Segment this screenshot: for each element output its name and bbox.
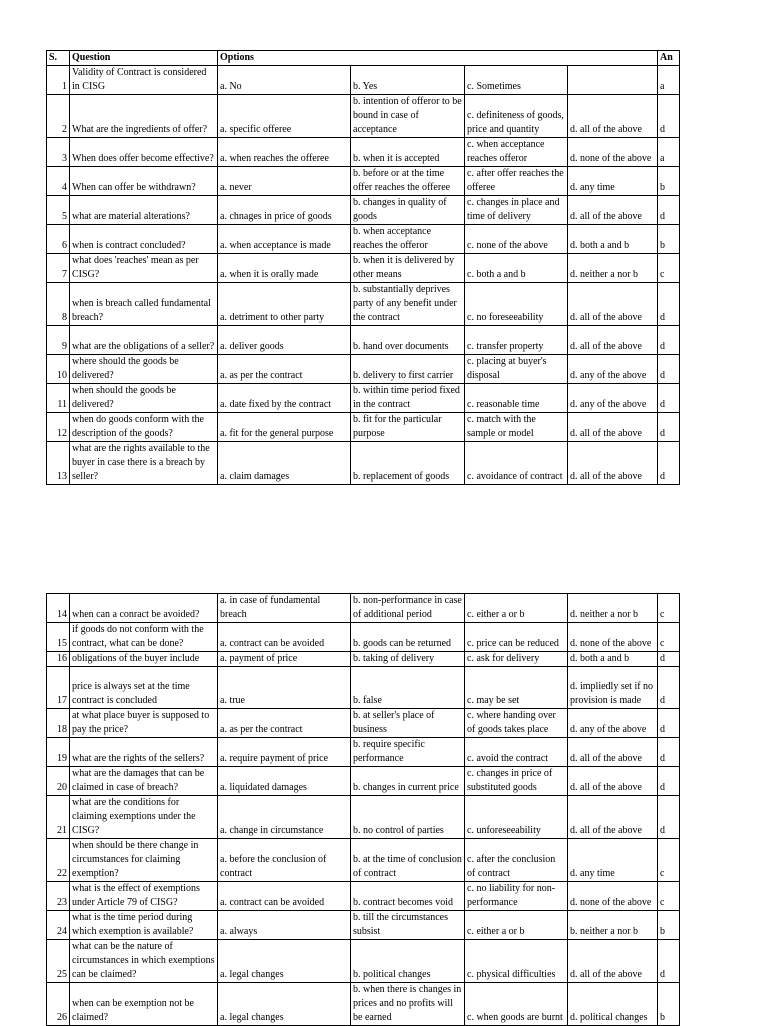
- question-text: when do goods conform with the description of the goods?: [70, 413, 218, 442]
- table-row: [47, 442, 680, 485]
- option-b: b. goods can be returned: [351, 623, 465, 652]
- table-row: [47, 882, 680, 911]
- table-row: [47, 283, 680, 326]
- option-a: a. as per the contract: [218, 355, 351, 384]
- answer-key: a: [658, 66, 680, 95]
- option-a: a. always: [218, 911, 351, 940]
- option-a: a. fit for the general purpose: [218, 413, 351, 442]
- option-a: a. specific offeree: [218, 95, 351, 138]
- question-text: at what place buyer is supposed to pay the price?: [70, 709, 218, 738]
- header-question: Question: [70, 51, 218, 66]
- option-c: c. changes in price of substituted goods: [465, 767, 568, 796]
- question-number: 8: [47, 283, 70, 326]
- table-row: [47, 384, 680, 413]
- option-c: c. both a and b: [465, 254, 568, 283]
- answer-key: b: [658, 983, 680, 1026]
- option-c: c. may be set: [465, 667, 568, 709]
- header-answer: An: [658, 51, 680, 66]
- option-b: b. at the time of conclusion of contract: [351, 839, 465, 882]
- question-number: 13: [47, 442, 70, 485]
- answer-key: d: [658, 738, 680, 767]
- question-text: When does offer become effective?: [70, 138, 218, 167]
- option-b: b. before or at the time offer reaches the offeree: [351, 167, 465, 196]
- option-d: d. all of the above: [568, 413, 658, 442]
- answer-key: c: [658, 594, 680, 623]
- table-row: [47, 355, 680, 384]
- quiz-table-part-1: [46, 50, 680, 485]
- option-d: d. both a and b: [568, 225, 658, 254]
- table-row: [47, 95, 680, 138]
- question-text: when should be there change in circumstances for claiming exemption?: [70, 839, 218, 882]
- table-body-part-2: [47, 594, 680, 1026]
- question-number: 1: [47, 66, 70, 95]
- question-text: where should the goods be delivered?: [70, 355, 218, 384]
- option-a: a. deliver goods: [218, 326, 351, 355]
- option-d: d. all of the above: [568, 95, 658, 138]
- option-a: a. before the conclusion of contract: [218, 839, 351, 882]
- table-row: [47, 225, 680, 254]
- question-text: if goods do not conform with the contract, what can be done?: [70, 623, 218, 652]
- table-row: [47, 254, 680, 283]
- option-c: c. none of the above: [465, 225, 568, 254]
- option-d: d. any of the above: [568, 384, 658, 413]
- quiz-table-part-2: [46, 593, 680, 1026]
- question-text: price is always set at the time contract is concluded: [70, 667, 218, 709]
- question-number: 16: [47, 652, 70, 667]
- option-d: b. neither a nor b: [568, 911, 658, 940]
- option-d: d. all of the above: [568, 196, 658, 225]
- answer-key: d: [658, 652, 680, 667]
- option-a: a. liquidated damages: [218, 767, 351, 796]
- option-d: d. all of the above: [568, 283, 658, 326]
- option-b: b. at seller's place of business: [351, 709, 465, 738]
- option-d: [568, 66, 658, 95]
- answer-key: b: [658, 225, 680, 254]
- answer-key: d: [658, 667, 680, 709]
- option-c: c. when acceptance reaches offeror: [465, 138, 568, 167]
- question-text: when can be exemption not be claimed?: [70, 983, 218, 1026]
- answer-key: d: [658, 283, 680, 326]
- question-number: 24: [47, 911, 70, 940]
- question-number: 26: [47, 983, 70, 1026]
- question-text: what is the time period during which exemption is available?: [70, 911, 218, 940]
- answer-key: d: [658, 196, 680, 225]
- option-d: d. any of the above: [568, 709, 658, 738]
- option-a: a. change in circumstance: [218, 796, 351, 839]
- option-d: d. any time: [568, 839, 658, 882]
- option-b: b. when it is accepted: [351, 138, 465, 167]
- option-c: c. either a or b: [465, 594, 568, 623]
- option-a: a. when acceptance is made: [218, 225, 351, 254]
- header-options: Options: [218, 51, 658, 66]
- option-b: b. delivery to first carrier: [351, 355, 465, 384]
- table-row: [47, 623, 680, 652]
- question-text: when should the goods be delivered?: [70, 384, 218, 413]
- question-text: when can a conract be avoided?: [70, 594, 218, 623]
- option-b: b. taking of delivery: [351, 652, 465, 667]
- answer-key: d: [658, 413, 680, 442]
- table-body-part-1: [47, 66, 680, 485]
- question-number: 12: [47, 413, 70, 442]
- option-c: c. match with the sample or model: [465, 413, 568, 442]
- table-row: [47, 709, 680, 738]
- option-a: a. legal changes: [218, 940, 351, 983]
- option-a: a. true: [218, 667, 351, 709]
- header-row: [47, 51, 680, 66]
- option-d: d. none of the above: [568, 138, 658, 167]
- option-d: d. both a and b: [568, 652, 658, 667]
- option-b: b. replacement of goods: [351, 442, 465, 485]
- question-text: what is the effect of exemptions under Article 79 of CISG?: [70, 882, 218, 911]
- answer-key: d: [658, 940, 680, 983]
- option-d: d. none of the above: [568, 882, 658, 911]
- answer-key: b: [658, 167, 680, 196]
- option-b: b. hand over documents: [351, 326, 465, 355]
- option-b: b. substantially deprives party of any benefit under the contract: [351, 283, 465, 326]
- option-a: a. detriment to other party: [218, 283, 351, 326]
- option-c: c. unforeseeability: [465, 796, 568, 839]
- option-c: c. after the conclusion of contract: [465, 839, 568, 882]
- option-c: c. when goods are burnt: [465, 983, 568, 1026]
- question-number: 14: [47, 594, 70, 623]
- option-a: a. No: [218, 66, 351, 95]
- question-text: what are the rights available to the buyer in case there is a breach by seller?: [70, 442, 218, 485]
- header-serial: S.: [47, 51, 70, 66]
- question-number: 18: [47, 709, 70, 738]
- answer-key: b: [658, 911, 680, 940]
- option-a: a. date fixed by the contract: [218, 384, 351, 413]
- table-row: [47, 839, 680, 882]
- table-row: [47, 911, 680, 940]
- question-number: 7: [47, 254, 70, 283]
- option-b: b. till the circumstances subsist: [351, 911, 465, 940]
- answer-key: a: [658, 138, 680, 167]
- option-c: c. changes in place and time of delivery: [465, 196, 568, 225]
- option-b: b. within time period fixed in the contract: [351, 384, 465, 413]
- answer-key: d: [658, 95, 680, 138]
- table-row: [47, 796, 680, 839]
- option-b: b. changes in current price: [351, 767, 465, 796]
- question-text: what are the obligations of a seller?: [70, 326, 218, 355]
- table-row: [47, 594, 680, 623]
- option-a: a. in case of fundamental breach: [218, 594, 351, 623]
- table-row: [47, 940, 680, 983]
- table-row: [47, 66, 680, 95]
- option-b: b. intention of offeror to be bound in case of acceptance: [351, 95, 465, 138]
- option-a: a. contract can be avoided: [218, 882, 351, 911]
- option-c: c. no foreseeability: [465, 283, 568, 326]
- option-d: d. impliedly set if no provision is made: [568, 667, 658, 709]
- option-b: b. when acceptance reaches the offeror: [351, 225, 465, 254]
- option-d: d. neither a nor b: [568, 594, 658, 623]
- option-c: c. either a or b: [465, 911, 568, 940]
- option-a: a. when it is orally made: [218, 254, 351, 283]
- table-row: [47, 196, 680, 225]
- question-number: 15: [47, 623, 70, 652]
- answer-key: d: [658, 355, 680, 384]
- question-text: when is contract concluded?: [70, 225, 218, 254]
- option-a: a. contract can be avoided: [218, 623, 351, 652]
- option-a: a. when reaches the offeree: [218, 138, 351, 167]
- question-number: 21: [47, 796, 70, 839]
- question-number: 9: [47, 326, 70, 355]
- question-text: when is breach called fundamental breach?: [70, 283, 218, 326]
- question-number: 3: [47, 138, 70, 167]
- option-c: c. where handing over of goods takes place: [465, 709, 568, 738]
- option-a: a. require payment of price: [218, 738, 351, 767]
- option-b: b. false: [351, 667, 465, 709]
- answer-key: c: [658, 839, 680, 882]
- answer-key: d: [658, 709, 680, 738]
- table-row: [47, 138, 680, 167]
- question-number: 4: [47, 167, 70, 196]
- option-d: d. all of the above: [568, 796, 658, 839]
- table-row: [47, 983, 680, 1026]
- answer-key: d: [658, 442, 680, 485]
- option-b: b. require specific performance: [351, 738, 465, 767]
- question-text: what are material alterations?: [70, 196, 218, 225]
- question-text: what does 'reaches' mean as per CISG?: [70, 254, 218, 283]
- option-d: d. all of the above: [568, 767, 658, 796]
- answer-key: d: [658, 384, 680, 413]
- table-row: [47, 667, 680, 709]
- option-b: b. non-performance in case of additional period: [351, 594, 465, 623]
- option-b: b. when there is changes in prices and no profits will be earned: [351, 983, 465, 1026]
- option-a: a. claim damages: [218, 442, 351, 485]
- question-number: 17: [47, 667, 70, 709]
- option-d: d. neither a nor b: [568, 254, 658, 283]
- option-c: c. no liability for non-performance: [465, 882, 568, 911]
- answer-key: d: [658, 326, 680, 355]
- question-text: what are the conditions for claiming exemptions under the CISG?: [70, 796, 218, 839]
- table-row: [47, 413, 680, 442]
- answer-key: d: [658, 796, 680, 839]
- question-text: obligations of the buyer include: [70, 652, 218, 667]
- option-b: b. Yes: [351, 66, 465, 95]
- option-b: b. political changes: [351, 940, 465, 983]
- option-d: d. all of the above: [568, 442, 658, 485]
- option-c: c. avoidance of contract: [465, 442, 568, 485]
- question-text: what can be the nature of circumstances in which exemptions can be claimed?: [70, 940, 218, 983]
- table-row: [47, 326, 680, 355]
- question-number: 20: [47, 767, 70, 796]
- option-d: d. none of the above: [568, 623, 658, 652]
- option-c: c. price can be reduced: [465, 623, 568, 652]
- option-b: b. no control of parties: [351, 796, 465, 839]
- answer-key: c: [658, 254, 680, 283]
- option-c: c. reasonable time: [465, 384, 568, 413]
- question-text: what are the rights of the sellers?: [70, 738, 218, 767]
- question-text: When can offer be withdrawn?: [70, 167, 218, 196]
- table-row: [47, 767, 680, 796]
- option-a: a. legal changes: [218, 983, 351, 1026]
- question-text: what are the damages that can be claimed in case of breach?: [70, 767, 218, 796]
- option-b: b. fit for the particular purpose: [351, 413, 465, 442]
- answer-key: c: [658, 623, 680, 652]
- option-a: a. chnages in price of goods: [218, 196, 351, 225]
- option-b: b. when it is delivered by other means: [351, 254, 465, 283]
- option-c: c. definiteness of goods, price and quantity: [465, 95, 568, 138]
- option-a: a. as per the contract: [218, 709, 351, 738]
- option-c: c. Sometimes: [465, 66, 568, 95]
- option-d: d. any of the above: [568, 355, 658, 384]
- table-row: [47, 652, 680, 667]
- option-a: a. payment of price: [218, 652, 351, 667]
- question-number: 22: [47, 839, 70, 882]
- option-a: a. never: [218, 167, 351, 196]
- option-d: d. all of the above: [568, 326, 658, 355]
- option-c: c. placing at buyer's disposal: [465, 355, 568, 384]
- answer-key: d: [658, 767, 680, 796]
- question-number: 10: [47, 355, 70, 384]
- question-number: 11: [47, 384, 70, 413]
- question-text: Validity of Contract is considered in CISG: [70, 66, 218, 95]
- option-c: c. after offer reaches the offeree: [465, 167, 568, 196]
- option-c: c. physical difficulties: [465, 940, 568, 983]
- option-d: d. political changes: [568, 983, 658, 1026]
- answer-key: c: [658, 882, 680, 911]
- question-number: 6: [47, 225, 70, 254]
- question-number: 25: [47, 940, 70, 983]
- option-b: b. changes in quality of goods: [351, 196, 465, 225]
- question-number: 2: [47, 95, 70, 138]
- option-d: d. all of the above: [568, 940, 658, 983]
- question-number: 23: [47, 882, 70, 911]
- option-b: b. contract becomes void: [351, 882, 465, 911]
- option-c: c. ask for delivery: [465, 652, 568, 667]
- table-row: [47, 167, 680, 196]
- question-text: What are the ingredients of offer?: [70, 95, 218, 138]
- option-c: c. transfer property: [465, 326, 568, 355]
- option-d: d. any time: [568, 167, 658, 196]
- question-number: 5: [47, 196, 70, 225]
- option-c: c. avoid the contract: [465, 738, 568, 767]
- table-row: [47, 738, 680, 767]
- option-d: d. all of the above: [568, 738, 658, 767]
- question-number: 19: [47, 738, 70, 767]
